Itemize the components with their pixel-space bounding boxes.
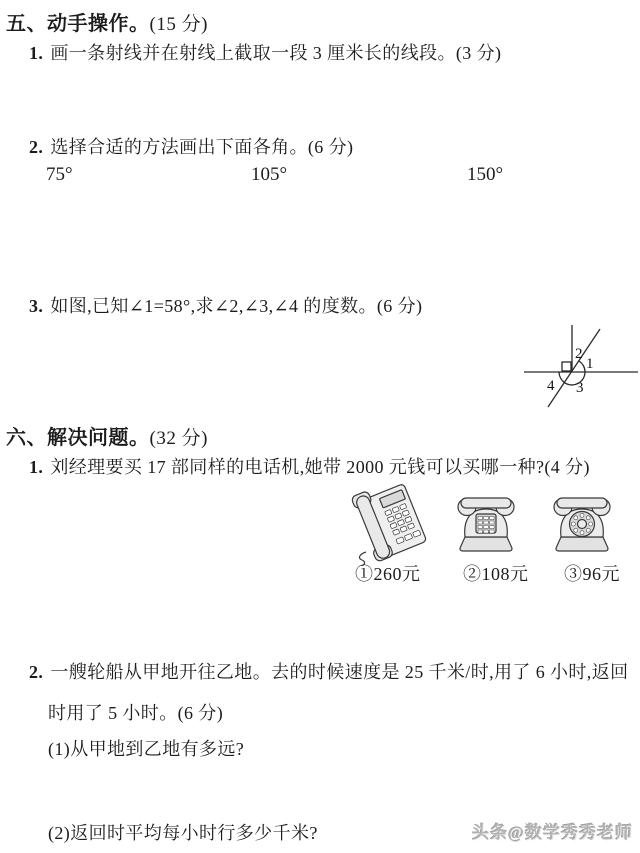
question-5-1 <box>29 39 501 65</box>
question-5-3-text: 如图,已知∠1=58°,求∠2,∠3,∠4 的度数。(6 分) <box>50 296 423 316</box>
phone-handset <box>557 498 607 508</box>
angle-value-75: 75° <box>46 164 73 185</box>
question-5-3 <box>29 292 422 318</box>
button-phone-icon <box>452 493 520 557</box>
section6-title: 六、解决问题。 <box>6 427 150 449</box>
diagram-label-angle1: 1 <box>586 356 594 372</box>
watermark-author: 头条@数学秀秀老师 <box>472 823 633 842</box>
question-6-1-text: 刘经理要买 17 部同样的电话机,她带 2000 元钱可以买哪一种?(4 分) <box>50 457 590 477</box>
question-5-3-number: 3. <box>29 296 44 316</box>
right-angle-marker <box>562 362 571 371</box>
diagram-label-angle3: 3 <box>576 380 584 396</box>
section5-title: 五、动手操作。 <box>6 13 150 35</box>
question-5-1-text: 画一条射线并在射线上截取一段 3 厘米长的线段。(3 分) <box>50 43 502 63</box>
phone-handset <box>461 498 511 508</box>
section5-score: (15 分) <box>149 14 208 35</box>
question-6-2-sub1: (1)从甲地到乙地有多远? <box>48 739 245 759</box>
section5-heading <box>6 7 208 36</box>
diagram-label-angle4: 4 <box>547 378 555 394</box>
question-5-2 <box>29 133 353 159</box>
section6-score: (32 分) <box>149 428 208 449</box>
phone-price-2: ②108元 <box>463 564 529 584</box>
question-5-1-number: 1. <box>29 43 44 63</box>
rotary-phone-icon <box>548 493 616 557</box>
question-6-2-line2: 时用了 5 小时。(6 分) <box>48 703 224 723</box>
question-6-2-text-line1: 一艘轮船从甲地开往乙地。去的时候速度是 25 千米/时,用了 6 小时,返回 <box>50 662 629 682</box>
phone-price-1: ①260元 <box>355 564 421 584</box>
question-6-2-sub2: (2)返回时平均每小时行多少千米? <box>48 823 318 843</box>
desk-phone-icon <box>346 482 430 566</box>
question-6-1-number: 1. <box>29 457 44 477</box>
question-6-1 <box>29 453 590 479</box>
question-6-2-line1 <box>29 658 629 684</box>
section6-heading <box>6 421 208 450</box>
question-5-2-number: 2. <box>29 137 44 157</box>
diagram-label-angle2: 2 <box>575 346 583 362</box>
question-5-2-text: 选择合适的方法画出下面各角。(6 分) <box>50 137 354 157</box>
question-6-2-number: 2. <box>29 662 44 682</box>
angle-value-150: 150° <box>467 164 504 185</box>
phone-price-3: ③96元 <box>564 564 620 584</box>
angle-value-105: 105° <box>251 164 288 185</box>
angle-diagram <box>518 322 640 418</box>
